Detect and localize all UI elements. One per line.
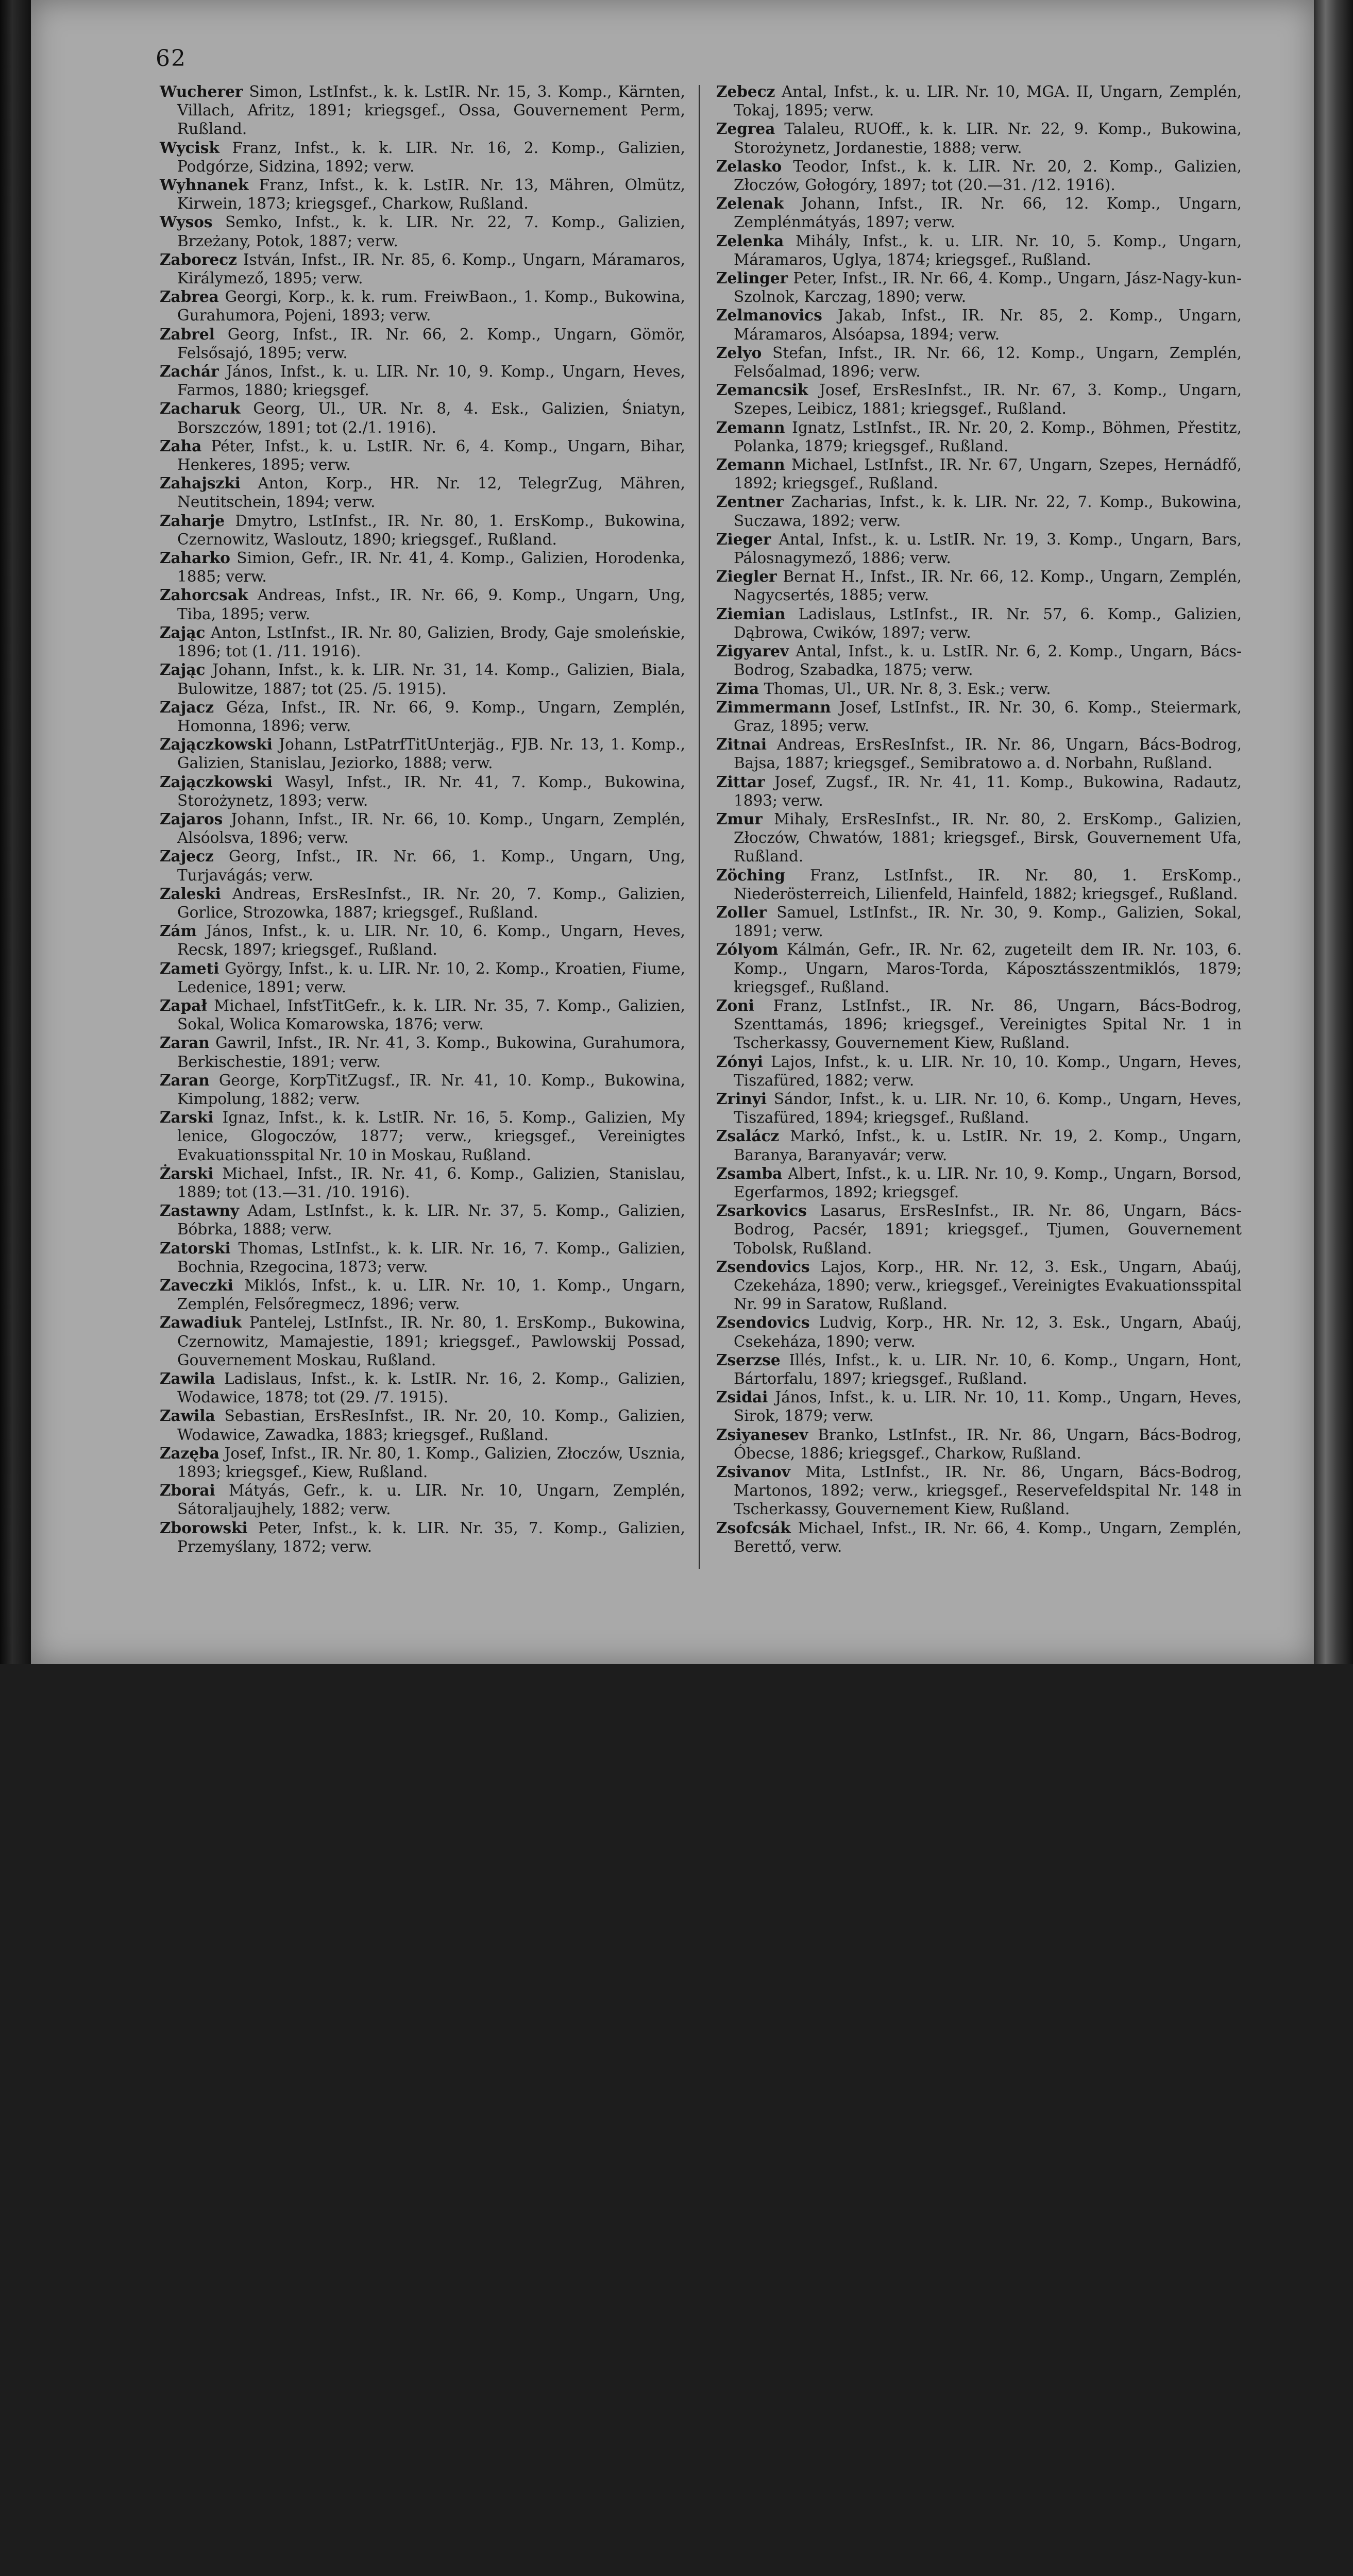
register-entry (160, 1444, 685, 1481)
entry-details: Franz, Infst., k. k. LstIR. Nr. 13, Mähren, Olmütz, Kirwein, 1873; kriegsgef., Charkow, Rußland. (177, 176, 685, 213)
entry-surname: Zachár (160, 362, 219, 381)
entry-surname: Żarski (160, 1164, 214, 1182)
register-entry (160, 549, 685, 586)
entry-surname: Zborowski (160, 1518, 248, 1537)
register-entry (160, 922, 685, 959)
entry-details: Lajos, Infst., k. u. LIR. Nr. 10, 10. Komp., Ungarn, Heves, Tiszafüred, 1882; verw. (734, 1053, 1242, 1089)
entry-surname: Zatorski (160, 1239, 231, 1257)
entry-details: Franz, LstInfst., IR. Nr. 86, Ungarn, Bács-Bodrog, Szenttamás, 1896; kriegsgef., Vereinigtes Spital Nr. 1 in Tscherkassy, Gouvernement Kiew, Rußland. (734, 996, 1242, 1052)
entry-details: Ignaz, Infst., k. k. LstIR. Nr. 16, 5. Komp., Galizien, My lenice, Glogoczów, 1877; verw., kriegsgef., Vereinigtes Evakuationsspital Nr. 10 in Moskau, Rußland. (177, 1109, 685, 1164)
entry-surname: Zitnai (716, 735, 767, 754)
entry-surname: Zentner (716, 493, 784, 511)
entry-details: Josef, Zugsf., IR. Nr. 41, 11. Komp., Bukowina, Radautz, 1893; verw. (734, 773, 1242, 809)
left-column (160, 82, 685, 1556)
register-entry (716, 940, 1242, 996)
register-entry (716, 642, 1242, 679)
register-entry (716, 381, 1242, 418)
entry-surname: Zaran (160, 1033, 210, 1052)
register-entry (716, 903, 1242, 940)
entry-surname: Zaleski (160, 884, 221, 903)
entry-details: Andreas, ErsResInfst., IR. Nr. 86, Ungarn, Bács-Bodrog, Bajsa, 1887; kriegsgef., Semibratowo a. d. Norbahn, Rußland. (734, 736, 1242, 772)
entry-details: Adam, LstInfst., k. k. LIR. Nr. 37, 5. Komp., Galizien, Bóbrka, 1888; verw. (177, 1202, 685, 1239)
register-entry (716, 567, 1242, 604)
entry-details: Josef, LstInfst., IR. Nr. 30, 6. Komp., Steiermark, Graz, 1895; verw. (734, 698, 1242, 735)
entry-details: Dmytro, LstInfst., IR. Nr. 80, 1. ErsKomp., Bukowina, Czernowitz, Wasloutz, 1890; kriegsgef., Rußland. (177, 512, 685, 548)
entry-surname: Zaharko (160, 549, 230, 567)
entry-surname: Zajączkowski (160, 735, 273, 754)
entry-surname: Zieger (716, 530, 771, 548)
register-entry (160, 623, 685, 660)
entry-details: Josef, ErsResInfst., IR. Nr. 67, 3. Komp., Ungarn, Szepes, Leibicz, 1881; kriegsgef., Rußland. (734, 381, 1242, 418)
register-entry (716, 680, 1242, 698)
entry-details: Thomas, Ul., UR. Nr. 8, 3. Esk.; verw. (759, 680, 1051, 698)
page-number: 62 (156, 45, 187, 72)
register-entry (716, 120, 1242, 157)
entry-details: Pantelej, LstInfst., IR. Nr. 80, 1. ErsKomp., Bukowina, Czernowitz, Mamajestie, 1891; kriegsgef., Pawlowskij Possad, Gouvernement Moskau, Rußland. (177, 1314, 685, 1369)
register-entry (716, 1388, 1242, 1425)
entry-details: Michael, LstInfst., IR. Nr. 67, Ungarn, Szepes, Hernádfő, 1892; kriegsgef., Rußland. (734, 456, 1242, 493)
register-entry (160, 287, 685, 325)
entry-details: Georgi, Korp., k. k. rum. FreiwBaon., 1. Komp., Bukowina, Gurahumora, Pojeni, 1893; verw. (177, 288, 685, 325)
entry-details: Péter, Infst., k. u. LstIR. Nr. 6, 4. Komp., Ungarn, Bihar, Henkeres, 1895; verw. (177, 437, 685, 474)
entry-surname: Zegrea (716, 120, 775, 138)
entry-surname: Zittar (716, 772, 765, 791)
entry-details: Anton, Korp., HR. Nr. 12, TelegrZug, Mähren, Neutitschein, 1894; verw. (177, 474, 685, 511)
register-entry (160, 82, 685, 139)
entry-details: Thomas, LstInfst., k. k. LIR. Nr. 16, 7. Komp., Galizien, Bochnia, Rzegocina, 1873; verw. (177, 1239, 685, 1276)
register-entry (160, 1033, 685, 1071)
register-entry (160, 474, 685, 511)
entry-details: Johann, Infst., IR. Nr. 66, 10. Komp., Ungarn, Zemplén, Alsóolsva, 1896; verw. (177, 810, 685, 847)
entry-details: Andreas, Infst., IR. Nr. 66, 9. Komp., Ungarn, Ung, Tiba, 1895; verw. (177, 586, 685, 623)
entry-surname: Zimmermann (716, 698, 831, 716)
entry-details: Michael, Infst., IR. Nr. 66, 4. Komp., Ungarn, Zemplén, Berettő, verw. (734, 1519, 1242, 1555)
entry-details: Lajos, Korp., HR. Nr. 12, 3. Esk., Ungarn, Abaúj, Czekeháza, 1890; verw., kriegsgef., Vereinigtes Evakuationsspital Nr. 99 in Saratow, Rußland. (734, 1258, 1242, 1313)
entry-details: Ladislaus, Infst., k. k. LstIR. Nr. 16, 2. Komp., Galizien, Wodawice, 1878; tot (29. /7. 1915). (177, 1370, 685, 1406)
register-entry (716, 1426, 1242, 1463)
entry-surname: Zelinger (716, 269, 788, 287)
register-entry (160, 1369, 685, 1406)
entry-details: Peter, Infst., k. k. LIR. Nr. 35, 7. Komp., Galizien, Przemyślany, 1872; verw. (177, 1519, 685, 1555)
entry-surname: Zaharje (160, 511, 225, 530)
entry-surname: Zemancsik (716, 381, 808, 399)
entry-surname: Zajecz (160, 847, 214, 866)
entry-details: Branko, LstInfst., IR. Nr. 86, Ungarn, Bács-Bodrog, Óbecse, 1886; kriegsgef., Charkow, Rußland. (734, 1426, 1242, 1462)
entry-details: Johann, Infst., k. k. LIR. Nr. 31, 14. Komp., Galizien, Biala, Bulowitze, 1887; tot (25. /5. 1915). (177, 661, 685, 698)
register-entry (160, 1201, 685, 1239)
entry-surname: Zsiyanesev (716, 1425, 808, 1444)
entry-details: Bernat H., Infst., IR. Nr. 66, 12. Komp., Ungarn, Zemplén, Nagycsertés, 1885; verw. (734, 568, 1242, 604)
entry-details: Mihály, Infst., k. u. LIR. Nr. 10, 5. Komp., Ungarn, Máramaros, Uglya, 1874; kriegsgef., Rußland. (734, 232, 1242, 268)
register-entry (160, 1276, 685, 1313)
entry-surname: Zarski (160, 1108, 214, 1127)
entry-surname: Zsendovics (716, 1313, 810, 1332)
entry-surname: Zsalácz (716, 1127, 780, 1145)
entry-details: Johann, LstPatrfTitUnterjäg., FJB. Nr. 13, 1. Komp., Galizien, Stanislau, Jeziorko, 1888; verw. (177, 736, 685, 772)
register-entry (716, 530, 1242, 567)
register-entry (160, 996, 685, 1033)
entry-surname: Zaha (160, 436, 202, 455)
register-entry (160, 176, 685, 213)
entry-surname: Ziegler (716, 567, 777, 586)
entry-details: Wasyl, Infst., IR. Nr. 41, 7. Komp., Bukowina, Storożynetz, 1893; verw. (177, 773, 685, 809)
entry-surname: Zónyi (716, 1052, 764, 1071)
register-entry (160, 399, 685, 436)
entry-details: János, Infst., k. u. LIR. Nr. 10, 11. Komp., Ungarn, Heves, Sirok, 1879; verw. (734, 1388, 1242, 1425)
register-entry (716, 1090, 1242, 1127)
entry-details: Georg, Ul., UR. Nr. 8, 4. Esk., Galizien, Śniatyn, Borszczów, 1891; tot (2./1. 1916). (177, 400, 685, 436)
entry-details: Zacharias, Infst., k. k. LIR. Nr. 22, 7. Komp., Bukowina, Suczawa, 1892; verw. (734, 493, 1242, 530)
column-divider (699, 85, 700, 1569)
entry-surname: Zsarkovics (716, 1201, 807, 1220)
entry-surname: Zmur (716, 809, 763, 828)
entry-details: Talaleu, RUOff., k. k. LIR. Nr. 22, 9. Komp., Bukowina, Storożynetz, Jordanestie, 1888; verw. (734, 120, 1242, 157)
entry-surname: Wysos (160, 213, 213, 231)
entry-details: Georg, Infst., IR. Nr. 66, 1. Komp., Ungarn, Ung, Turjavágás; verw. (177, 848, 685, 884)
register-entry (716, 269, 1242, 306)
register-entry (716, 996, 1242, 1053)
register-entry (160, 847, 685, 884)
entry-surname: Zajaros (160, 809, 223, 828)
register-entry (716, 232, 1242, 269)
entry-details: Antal, Infst., k. u. LIR. Nr. 10, MGA. II, Ungarn, Zemplén, Tokaj, 1895; verw. (734, 83, 1242, 120)
entry-surname: Zoller (716, 903, 767, 921)
entry-details: Ladislaus, LstInfst., IR. Nr. 57, 6. Komp., Galizien, Dąbrowa, Cwików, 1897; verw. (734, 605, 1242, 641)
register-entry (716, 493, 1242, 530)
entry-surname: Zsendovics (716, 1257, 810, 1276)
register-entry (716, 1258, 1242, 1314)
entry-details: Simon, LstInfst., k. k. LstIR. Nr. 15, 3. Komp., Kärnten, Villach, Afritz, 1891; kriegsgef., Ossa, Gouvernement Perm, Rußland. (177, 83, 685, 138)
register-entry (716, 810, 1242, 866)
entry-surname: Zawila (160, 1369, 215, 1388)
entry-details: János, Infst., k. u. LIR. Nr. 10, 9. Komp., Ungarn, Heves, Farmos, 1880; kriegsgef. (177, 363, 685, 399)
entry-details: Sebastian, ErsResInfst., IR. Nr. 20, 10. Komp., Galizien, Wodawice, Zawadka, 1883; kriegsgef., Rußland. (177, 1407, 685, 1444)
entry-surname: Zrinyi (716, 1089, 767, 1108)
entry-surname: Zigyarev (716, 642, 789, 660)
entry-surname: Zima (716, 679, 759, 698)
entry-details: Jakab, Infst., IR. Nr. 85, 2. Komp., Ungarn, Máramaros, Alsóapsa, 1894; verw. (734, 307, 1242, 343)
entry-details: Franz, Infst., k. k. LIR. Nr. 16, 2. Komp., Galizien, Podgórze, Sidzina, 1892; verw. (177, 139, 685, 175)
register-entry (716, 418, 1242, 455)
register-entry (160, 250, 685, 287)
register-entry (716, 194, 1242, 231)
entry-surname: Wyhnanek (160, 176, 249, 194)
register-entry (716, 1164, 1242, 1201)
entry-surname: Zaveczki (160, 1276, 233, 1294)
entry-surname: Zserzse (716, 1350, 781, 1369)
register-entry (160, 362, 685, 399)
register-entry (160, 1313, 685, 1369)
entry-details: Mihaly, ErsResInfst., IR. Nr. 80, 2. ErsKomp., Galizien, Złoczów, Chwatów, 1881; kriegsgef., Birsk, Gouvernement Ufa, Rußland. (734, 810, 1242, 866)
entry-surname: Zahorcsak (160, 586, 248, 604)
register-entry (160, 325, 685, 362)
entry-surname: Zapał (160, 996, 207, 1014)
entry-surname: Zabrel (160, 325, 215, 343)
entry-surname: Zawadiuk (160, 1313, 242, 1332)
register-entry (160, 885, 685, 922)
register-entry (716, 866, 1242, 903)
entry-details: Semko, Infst., k. k. LIR. Nr. 22, 7. Komp., Galizien, Brzeżany, Potok, 1887; verw. (177, 213, 685, 250)
entry-surname: Zajacz (160, 698, 214, 716)
entry-details: Illés, Infst., k. u. LIR. Nr. 10, 6. Komp., Ungarn, Hont, Bártorfalu, 1897; kriegsgef., Rußland. (734, 1351, 1242, 1388)
entry-surname: Zelyo (716, 343, 762, 362)
entry-surname: Zemann (716, 418, 785, 436)
entry-surname: Zelasko (716, 157, 782, 175)
entry-details: Géza, Infst., IR. Nr. 66, 9. Komp., Ungarn, Zemplén, Homonna, 1896; verw. (177, 698, 685, 735)
entry-details: Gawril, Infst., IR. Nr. 41, 3. Komp., Bukowina, Gurahumora, Berkischestie, 1891; verw. (177, 1034, 685, 1071)
entry-details: George, KorpTitZugsf., IR. Nr. 41, 10. Komp., Bukowina, Kimpolung, 1882; verw. (177, 1071, 685, 1108)
register-entry (716, 455, 1242, 493)
entry-details: Ignatz, LstInfst., IR. Nr. 20, 2. Komp., Böhmen, Přestitz, Polanka, 1879; kriegsgef., Rußland. (734, 418, 1242, 455)
entry-details: Mita, LstInfst., IR. Nr. 86, Ungarn, Bács-Bodrog, Martonos, 1892; verw., kriegsgef., Reservefeldspital Nr. 148 in Tscherkassy, Gouvernement Kiew, Rußland. (734, 1463, 1242, 1518)
entry-details: Sándor, Infst., k. u. LIR. Nr. 10, 6. Komp., Ungarn, Heves, Tiszafüred, 1894; kriegsgef., Rußland. (734, 1090, 1242, 1127)
entry-details: Josef, Infst., IR. Nr. 80, 1. Komp., Galizien, Złoczów, Usznia, 1893; kriegsgef., Kiew, Rußland. (177, 1444, 685, 1481)
entry-details: Antal, Infst., k. u. LstIR. Nr. 6, 2. Komp., Ungarn, Bács-Bodrog, Szabadka, 1875; verw. (734, 642, 1242, 679)
entry-details: Antal, Infst., k. u. LstIR. Nr. 19, 3. Komp., Ungarn, Bars, Pálosnagymező, 1886; verw. (734, 530, 1242, 567)
register-entry (160, 139, 685, 176)
entry-surname: Zazęba (160, 1444, 219, 1462)
register-entry (716, 1519, 1242, 1556)
entry-surname: Zsidai (716, 1388, 768, 1406)
entry-details: Franz, LstInfst., IR. Nr. 80, 1. ErsKomp., Niederösterreich, Lilienfeld, Hainfeld, 1882; kriegsgef., Rußland. (734, 866, 1242, 903)
entry-surname: Zelenka (716, 231, 784, 250)
register-entry (160, 1519, 685, 1556)
entry-details: György, Infst., k. u. LIR. Nr. 10, 2. Komp., Kroatien, Fiume, Ledenice, 1891; verw. (177, 959, 685, 996)
register-entry (160, 1071, 685, 1108)
entry-surname: Zoni (716, 996, 754, 1014)
register-entry (160, 1481, 685, 1518)
entry-details: Lasarus, ErsResInfst., IR. Nr. 86, Ungarn, Bács-Bodrog, Pacsér, 1891; kriegsgef., Tjumen, Gouvernement Tobolsk, Rußland. (734, 1202, 1242, 1257)
entry-details: Samuel, LstInfst., IR. Nr. 30, 9. Komp., Galizien, Sokal, 1891; verw. (734, 903, 1242, 940)
viewer-footer (0, 1664, 1353, 1794)
entry-surname: Zám (160, 922, 197, 940)
register-entry (716, 735, 1242, 772)
entry-details: Teodor, Infst., k. k. LIR. Nr. 20, 2. Komp., Galizien, Złoczów, Gołogóry, 1897; tot (20.—31. /12. 1916). (734, 157, 1242, 194)
entry-surname: Zelmanovics (716, 306, 822, 325)
book-binding (0, 0, 31, 1664)
entry-surname: Zawila (160, 1406, 215, 1425)
entry-details: István, Infst., IR. Nr. 85, 6. Komp., Ungarn, Máramaros, Királymező, 1895; verw. (177, 250, 685, 287)
entry-surname: Zameti (160, 959, 219, 977)
entry-surname: Zacharuk (160, 399, 241, 418)
register-entry (160, 213, 685, 250)
entry-details: Andreas, ErsResInfst., IR. Nr. 20, 7. Komp., Galizien, Gorlice, Strozowka, 1887; kriegsgef., Rußland. (177, 885, 685, 921)
entry-surname: Zborai (160, 1481, 215, 1500)
register-entry (160, 1108, 685, 1164)
page-edge (1314, 0, 1353, 1664)
entry-surname: Zając (160, 623, 206, 641)
register-entry (716, 306, 1242, 343)
entry-details: Johann, Infst., IR. Nr. 66, 12. Komp., Ungarn, Zemplénmátyás, 1897; verw. (734, 195, 1242, 231)
entry-surname: Zajączkowski (160, 772, 273, 791)
entry-details: János, Infst., k. u. LIR. Nr. 10, 6. Komp., Ungarn, Heves, Recsk, 1897; kriegsgef., Rußland. (177, 922, 685, 959)
register-entry (160, 773, 685, 810)
register-entry (716, 605, 1242, 642)
register-entry (716, 1463, 1242, 1519)
entry-surname: Zelenak (716, 194, 784, 213)
entry-surname: Zemann (716, 455, 785, 474)
entry-details: Michael, InfstTitGefr., k. k. LIR. Nr. 35, 7. Komp., Galizien, Sokal, Wolica Komarowska, 1876; verw. (177, 996, 685, 1033)
entry-surname: Zając (160, 660, 206, 679)
register-entry (160, 810, 685, 847)
register-entry (160, 959, 685, 996)
register-entry (160, 437, 685, 474)
entry-details: Simion, Gefr., IR. Nr. 41, 4. Komp., Galizien, Horodenka, 1885; verw. (177, 549, 685, 586)
entry-surname: Zaran (160, 1071, 210, 1089)
register-entry (160, 512, 685, 549)
entry-surname: Zastawny (160, 1201, 239, 1220)
entry-details: Albert, Infst., k. u. LIR. Nr. 10, 9. Komp., Ungarn, Borsod, Egerfarmos, 1892; kriegsgef. (734, 1164, 1242, 1201)
entry-details: Ludvig, Korp., HR. Nr. 12, 3. Esk., Ungarn, Abaúj, Csekeháza, 1890; verw. (734, 1314, 1242, 1350)
entry-surname: Zebecz (716, 82, 775, 100)
entry-surname: Wycisk (160, 138, 219, 157)
entry-details: Anton, LstInfst., IR. Nr. 80, Galizien, Brody, Gaje smoleńskie, 1896; tot (1. /11. 1916). (177, 623, 685, 660)
entry-surname: Zsamba (716, 1164, 783, 1182)
entry-details: Peter, Infst., IR. Nr. 66, 4. Komp., Ungarn, Jász-Nagy-kun-Szolnok, Karczag, 1890; verw. (734, 269, 1242, 306)
register-entry (160, 735, 685, 772)
register-entry (160, 660, 685, 698)
register-entry (716, 773, 1242, 810)
register-entry (716, 157, 1242, 194)
entry-surname: Ziemian (716, 604, 786, 623)
entry-details: Michael, Infst., IR. Nr. 41, 6. Komp., Galizien, Stanislau, 1889; tot (13.—31. /10. 1916). (177, 1164, 685, 1201)
register-entry (160, 698, 685, 735)
entry-details: Mátyás, Gefr., k. u. LIR. Nr. 10, Ungarn, Zemplén, Sátoraljaujhely, 1882; verw. (177, 1482, 685, 1518)
entry-surname: Zöching (716, 866, 785, 884)
register-entry (160, 1239, 685, 1276)
register-entry (716, 1351, 1242, 1388)
register-entry (716, 698, 1242, 735)
register-entry (716, 344, 1242, 381)
entry-surname: Zólyom (716, 940, 779, 959)
register-entry (160, 1406, 685, 1444)
entry-surname: Zahajszki (160, 474, 241, 493)
register-entry (716, 1053, 1242, 1090)
entry-surname: Zaborecz (160, 250, 237, 268)
entry-surname: Zsivanov (716, 1463, 790, 1481)
register-entry (716, 1201, 1242, 1258)
register-entry (716, 1313, 1242, 1350)
right-column (716, 82, 1242, 1556)
register-entry (160, 586, 685, 623)
entry-details: Georg, Infst., IR. Nr. 66, 2. Komp., Ungarn, Gömör, Felsősajó, 1895; verw. (177, 325, 685, 362)
entry-surname: Zsofcsák (716, 1518, 791, 1537)
entry-surname: Wucherer (160, 82, 243, 100)
entry-details: Kálmán, Gefr., IR. Nr. 62, zugeteilt dem IR. Nr. 103, 6. Komp., Ungarn, Maros-Torda, Káposztásszentmiklós, 1879; kriegsgef., Rußland. (734, 941, 1242, 996)
register-entry (716, 82, 1242, 120)
entry-details: Miklós, Infst., k. u. LIR. Nr. 10, 1. Komp., Ungarn, Zemplén, Felsőregmecz, 1896; verw. (177, 1277, 685, 1313)
entry-details: Markó, Infst., k. u. LstIR. Nr. 19, 2. Komp., Ungarn, Baranya, Baranyavár; verw. (734, 1127, 1242, 1164)
entry-surname: Zabrea (160, 287, 219, 306)
register-entry (160, 1164, 685, 1201)
entry-details: Stefan, Infst., IR. Nr. 66, 12. Komp., Ungarn, Zemplén, Felsőalmad, 1896; verw. (734, 344, 1242, 381)
register-entry (716, 1127, 1242, 1164)
